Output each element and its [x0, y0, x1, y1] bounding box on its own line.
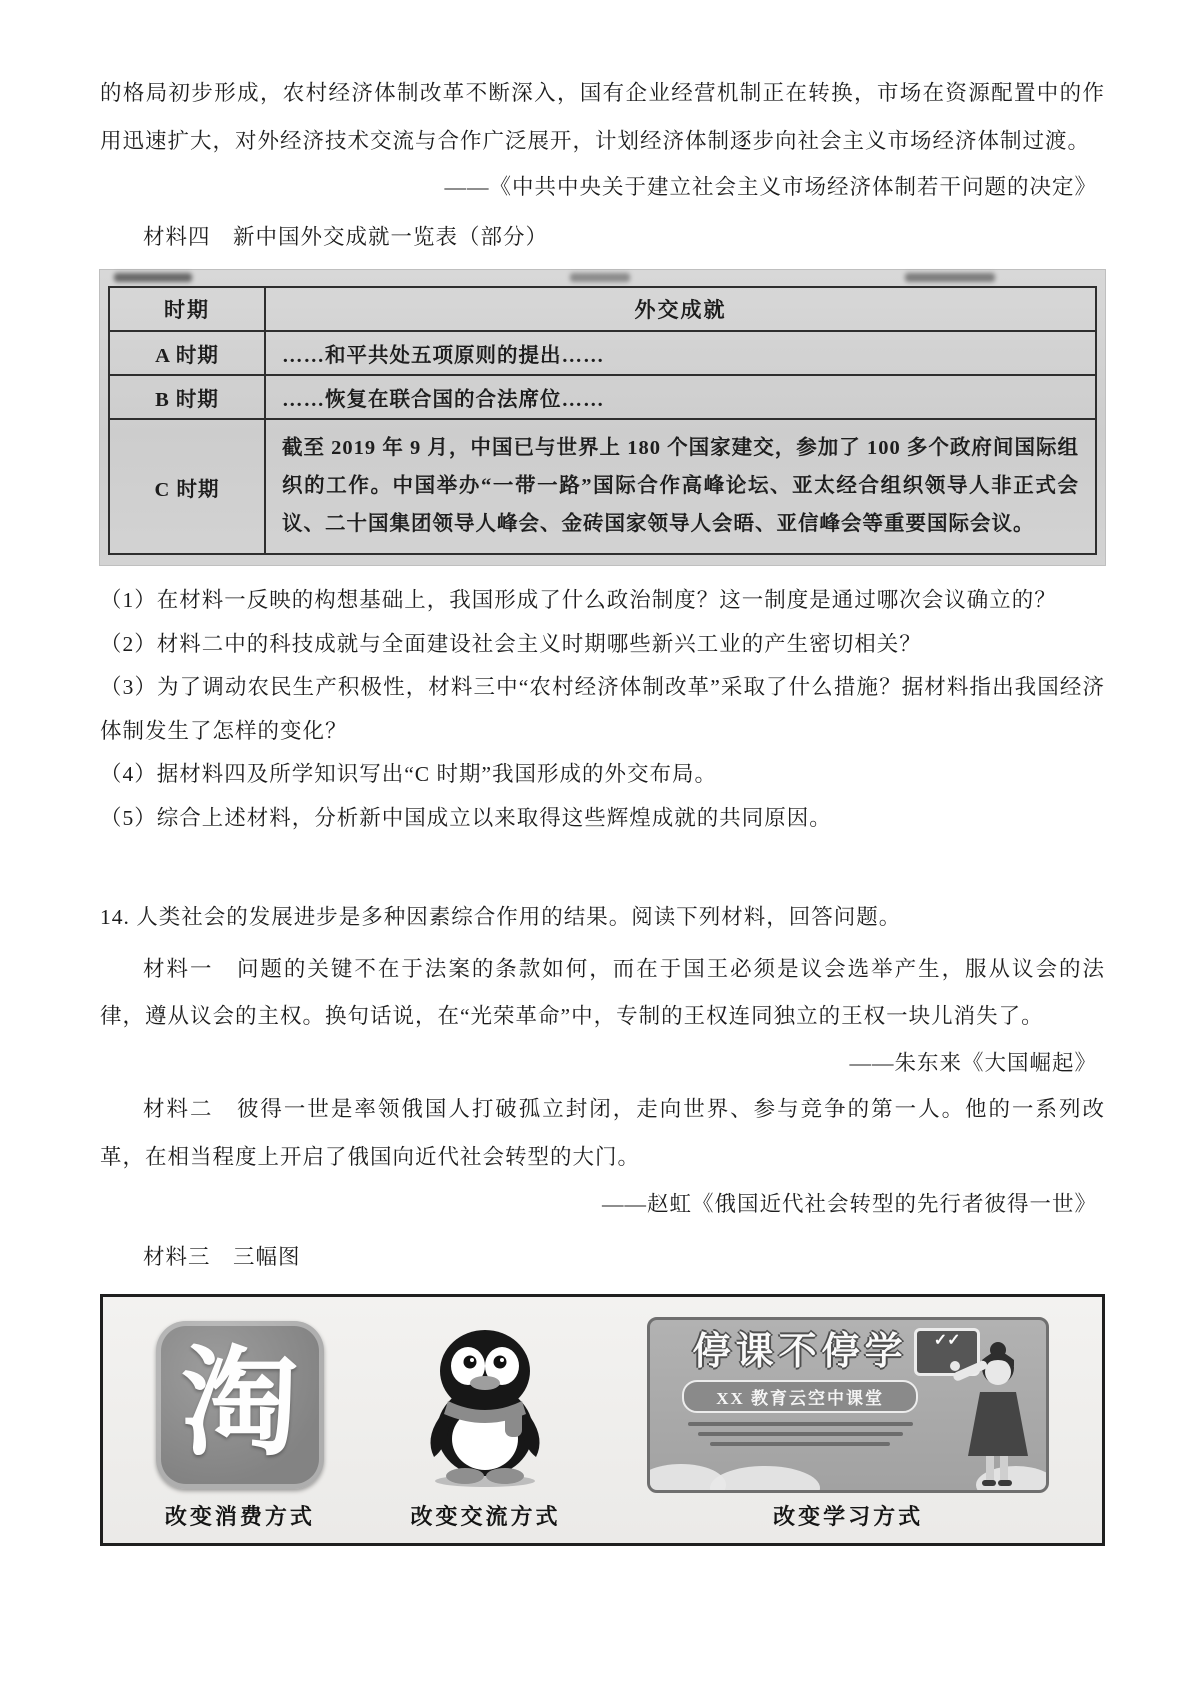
material1-paragraph: 材料一 问题的关键不在于法案的条款如何，而在于国王必须是议会选举产生，服从议会的法律，遵从议会的主权。换句话说，在“光荣革命”中，专制的王权连同独立的王权一块儿消失了。 [100, 956, 1105, 1029]
scan-smudge [114, 273, 192, 282]
question-4: （4）据材料四及所学知识写出“C 时期”我国形成的外交布局。 [100, 762, 718, 787]
text-line [710, 1442, 890, 1446]
banner-image-zone [647, 1309, 1049, 1500]
online-class-banner [647, 1317, 1049, 1493]
qq-penguin-icon [409, 1321, 561, 1489]
banner-fine-print [688, 1422, 913, 1446]
caption-consume: 改变消费方式 [164, 1504, 315, 1530]
material4-heading: 材料四 新中国外交成就一览表（部分） [143, 224, 549, 249]
period-a-cell: A 时期 [109, 331, 265, 375]
text-line [698, 1432, 903, 1436]
taobao-character: 淘 [180, 1338, 299, 1470]
teacher-illustration [948, 1336, 1044, 1488]
question-3: （3）为了调动农民生产积极性，材料三中“农村经济体制改革”采取了什么措施？据材料指出我国经济体制发生了怎样的变化？ [100, 675, 1105, 743]
cloud-shape [710, 1466, 820, 1493]
taobao-image-zone [156, 1309, 324, 1500]
question-14-intro: 14. 人类社会的发展进步是多种因素综合作用的结果。阅读下列材料，回答问题。 [100, 905, 902, 930]
banner-text-area [650, 1320, 950, 1447]
achievement-c-cell: 截至 2019 年 9 月，中国已与世界上 180 个国家建交，参加了 100 多个政府间国际组织的工作。中国举办“一带一路”国际合作高峰论坛、亚太经合组织领导人非正式会议、二十国集团领导人峰会、金砖国家领导人会晤、亚信峰会等重要国际会议。 [265, 419, 1096, 555]
table-row [109, 375, 1096, 419]
scan-smudge [905, 273, 995, 282]
question-2: （2）材料二中的科技成就与全面建设社会主义时期哪些新兴工业的产生密切相关？ [100, 631, 922, 656]
caption-communicate: 改变交流方式 [410, 1504, 561, 1530]
period-b-cell: B 时期 [109, 375, 265, 419]
achievement-b-cell: ……恢复在联合国的合法席位…… [265, 375, 1096, 419]
caption-study: 改变学习方式 [773, 1504, 924, 1530]
figure-online-class [647, 1309, 1049, 1535]
achievement-a-cell: ……和平共处五项原则的提出…… [265, 331, 1096, 375]
paragraph-market-economy: 的格局初步形成，农村经济体制改革不断深入，国有企业经营机制正在转换，市场在资源配置中的作用迅速扩大，对外经济技术交流与合作广泛展开，计划经济体制逐步向社会主义市场经济体制过渡。 [100, 81, 1105, 153]
taobao-logo [156, 1321, 324, 1489]
period-c-cell: C 时期 [109, 419, 265, 555]
diplomacy-achievements-table [100, 270, 1105, 566]
table-header-row [109, 287, 1096, 331]
question-5: （5）综合上述材料，分析新中国成立以来取得这些辉煌成就的共同原因。 [100, 805, 832, 830]
page-content [100, 70, 1105, 1546]
question-list [100, 579, 1105, 840]
table-row [109, 331, 1096, 375]
banner-subtitle: XX 教育云空中课堂 [682, 1380, 918, 1413]
three-figures-image [100, 1294, 1105, 1546]
table-header-achievement: 外交成就 [265, 287, 1096, 331]
table-header-period: 时期 [109, 287, 265, 331]
banner-title: 停课不停学 [692, 1330, 908, 1373]
source-citation-peter: ——赵虹《俄国近代社会转型的先行者彼得一世》 [601, 1191, 1097, 1216]
qq-image-zone [409, 1309, 561, 1500]
blackboard-icon: ✓✓ [914, 1328, 980, 1376]
figure-taobao [156, 1309, 324, 1535]
source-citation-market: ——《中共中央关于建立社会主义市场经济体制若干问题的决定》 [444, 175, 1097, 200]
scan-smudge [570, 273, 630, 282]
figure-qq [409, 1309, 561, 1535]
question-1: （1）在材料一反映的构想基础上，我国形成了什么政治制度？这一制度是通过哪次会议确立的？ [100, 588, 1057, 613]
table-row [109, 419, 1096, 555]
source-citation-daguo: ——朱东来《大国崛起》 [849, 1051, 1097, 1076]
text-line [688, 1422, 913, 1426]
material3-heading: 材料三 三幅图 [143, 1244, 301, 1269]
material2-paragraph: 材料二 彼得一世是率领俄国人打破孤立封闭，走向世界、参与竞争的第一人。他的一系列改革，在相当程度上开启了俄国向近代社会转型的大门。 [100, 1097, 1105, 1170]
